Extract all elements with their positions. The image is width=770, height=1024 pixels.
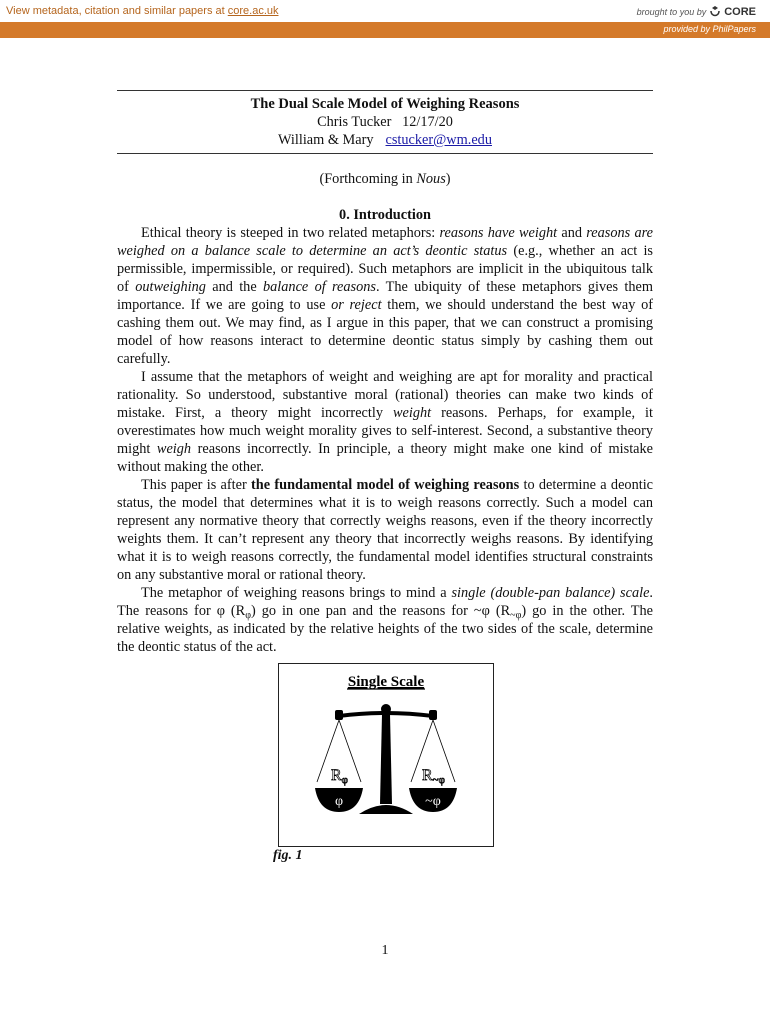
affiliation: William & Mary	[278, 132, 374, 148]
page-number: 1	[381, 943, 389, 958]
paragraph-4: The metaphor of weighing reasons brings to mind a single (double-pan balance) scale. The reasons for φ $(R_\varphi)$ go in one pan and the reasons for ~φ $(R_{\sim\varphi})$ go in the other. The relative weights, as indicated by the relative heights of the two sides of the scale, determine the deontic status of the act.	[117, 585, 653, 655]
beam-end-left	[335, 710, 343, 720]
journal-name: Nous	[416, 171, 446, 187]
paragraph-2: I assume that the metaphors of weight and weighing are apt for morality and practical rationality. So understood, substantive moral (rational) theories can make two kinds of mistake. First, a theory might incorrectly weight reasons. Perhaps, for example, it overestimates how much weight morality gives to self-interest. Second, a substantive theory might weigh reasons incorrectly. In principle, a theory might make one kind of mistake without making the other.	[117, 369, 654, 475]
scale-base	[359, 805, 413, 814]
author-name: Chris Tucker	[317, 114, 392, 130]
author-email-link[interactable]: cstucker@wm.edu	[385, 132, 492, 148]
paper-date: 12/17/20	[402, 114, 453, 130]
paper-title: The Dual Scale Model of Weighing Reasons	[250, 96, 520, 112]
right-chain-2	[433, 720, 455, 782]
core-metadata-text: View metadata, citation and similar papers at	[6, 5, 228, 17]
core-brand	[637, 5, 756, 19]
right-pan-label: ~φ	[425, 794, 441, 809]
author-line	[117, 113, 653, 131]
affiliation-line	[117, 131, 653, 149]
core-link[interactable]: core.ac.uk	[227, 5, 279, 17]
paragraph-1: Ethical theory is steeped in two related metaphors: reasons have weight and reasons are weighed on a balance scale to determine an act’s deontic status (e.g., whether an act is permissible, impermissible, or required). Such metaphors are implicit in the ubiquitous talk of outweighing and the balance of reasons. The ubiquity of these metaphors gives them importance. If we are going to use or reject them, we should understand the best way of cashing them out. We may find, as I argue in this paper, that we can construct a promising model of how reasons interact to determine deontic status simply by cashing them out carefully.	[117, 225, 654, 367]
core-metadata-notice	[6, 5, 279, 17]
core-logo-icon	[709, 5, 721, 19]
balance-scale-diagram	[279, 664, 493, 846]
figure-title: Single Scale	[347, 674, 425, 690]
figure-caption: fig. 1	[273, 848, 303, 863]
paragraph-3: This paper is after the fundamental model of weighing reasons to determine a deontic status, the model that determines what it is to weigh reasons correctly. Such a model can represent any normative theory that correctly weighs reasons, even if the theory incorrectly weights them. It can’t represent any theory that incorrectly weighs reasons. By identifying what it is to weigh reasons correctly, the fundamental model identifies structural constraints on any substantive moral or rational theory.	[117, 477, 654, 583]
left-reason-label: Rφ	[331, 767, 349, 786]
right-reason-label: R~φ	[422, 767, 445, 786]
scale-post	[380, 714, 392, 804]
core-banner	[0, 0, 770, 22]
section-heading: 0. Introduction	[339, 207, 431, 223]
paper-page	[117, 90, 653, 656]
core-provider-bar	[0, 22, 770, 38]
header-rule-bottom	[117, 153, 653, 154]
core-brought-text: brought to you by	[636, 7, 707, 17]
single-scale-figure	[278, 663, 494, 847]
left-chain-2	[339, 720, 361, 782]
core-brand-name[interactable]: CORE	[724, 6, 756, 18]
header-rule-top	[117, 90, 653, 91]
forthcoming-note: (Forthcoming in Nous)	[319, 171, 451, 187]
beam-end-right	[429, 710, 437, 720]
left-pan-label: φ	[334, 794, 344, 809]
core-provided-text: provided by PhilPapers	[663, 24, 756, 34]
scale-pivot	[381, 704, 391, 714]
